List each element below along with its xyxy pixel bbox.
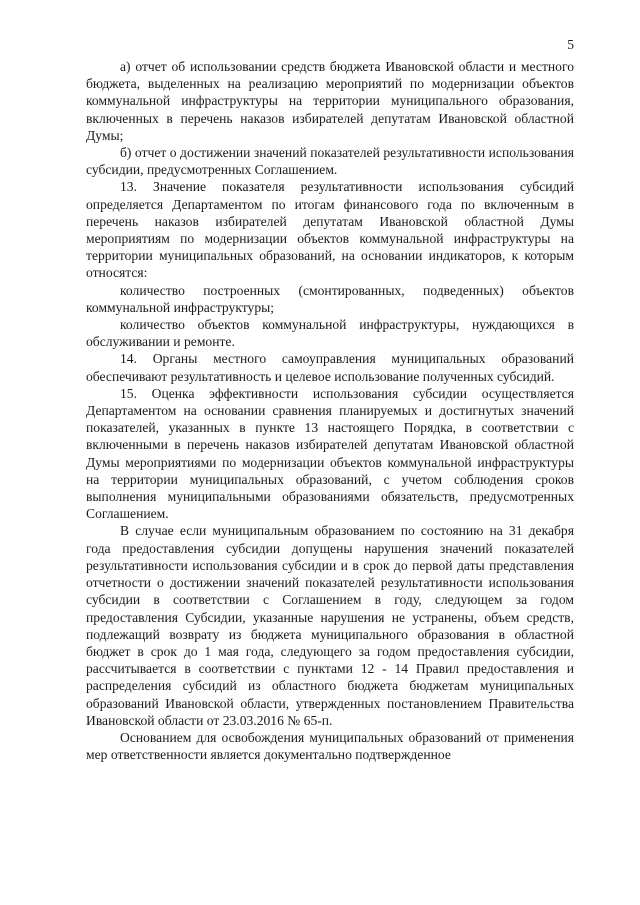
paragraph-item-15: 15. Оценка эффективности использования субсидии осуществляется Департаментом на основании сравнения планируемых и достигнутых значений показателей, указанных в пункте 13 настоящего Порядка, в соответствии с включенными в перечень наказов избирателей депутатам Ивановской областной Думы мероприятиями по модернизации объектов коммунальной инфраструктуры на территории муниципальных образований, с учетом соблюдения сроков выполнения муниципальными образованиями обязательств, предусмотренных Соглашением. [86,385,574,522]
paragraph-indicator-repair-objects: количество объектов коммунальной инфраструктуры, нуждающихся в обслуживании и ремонте. [86,317,574,350]
paragraph-item-13: 13. Значение показателя результативности использования субсидий определяется Департаментом по итогам финансового года по включенным в перечень наказов избирателей депутатам Ивановской областной Думы мероприятиям по модернизации объектов коммунальной инфраструктуры на территории муниципальных образований, на основании индикаторов, к которым относятся: [86,179,574,281]
paragraph-report-indicators: б) отчет о достижении значений показателей результативности использования субсидии, предусмотренных Соглашением. [86,145,574,178]
paragraph-exemption-basis: Основанием для освобождения муниципальных образований от применения мер ответственности является документально подтвержденное [86,729,574,763]
paragraph-indicator-built-objects: количество построенных (смонтированных, подведенных) объектов коммунальной инфраструктуры; [86,282,574,315]
paragraph-report-budget-use: а) отчет об использовании средств бюджета Ивановской области и местного бюджета, выделенных на реализацию мероприятий по модернизации объектов коммунальной инфраструктуры на территории муниципального образования, включенных в перечень наказов избирателей депутатам Ивановской областной Думы; [86,59,574,143]
paragraph-violation-case: В случае если муниципальным образованием по состоянию на 31 декабря года предоставления субсидии допущены нарушения значений показателей результативности использования субсидии и в срок до первой даты представления отчетности о достижении значений показателей результативности использования субсидии в соответствии с Соглашением в году, следующем за годом предоставления Субсидии, указанные нарушения не устранены, объем средств, подлежащий возврату из бюджета муниципального образования в областной бюджет в срок до 1 мая года, следующего за годом предоставления субсидии, рассчитывается в соответствии с пунктами 12 - 14 Правил предоставления и распределения субсидий из областного бюджета бюджетам муниципальных образований Ивановской области, утвержденных постановлением Правительства Ивановской области от 23.03.2016 № 65-п. [86,523,574,728]
paragraph-item-14: 14. Органы местного самоуправления муниципальных образований обеспечивают результативность и целевое использование полученных субсидий. [86,351,574,384]
page-number: 5 [567,37,574,52]
